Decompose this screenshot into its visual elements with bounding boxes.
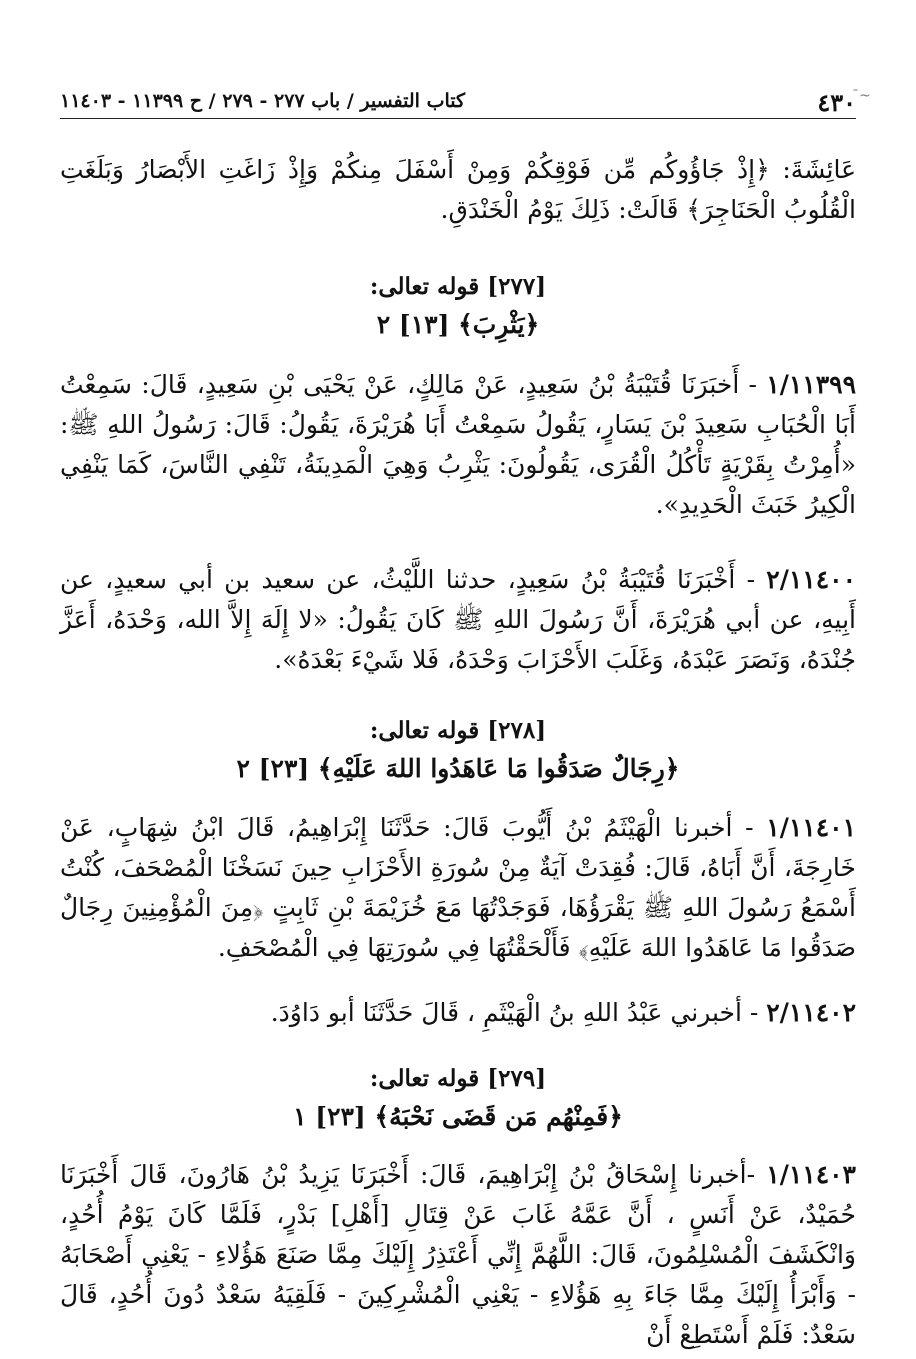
hadith-number: ١/١١٤٠١ [766, 813, 856, 842]
hadith-number: ٢/١١٤٠٢ [766, 998, 856, 1027]
hadith-text: -أخبرنا إِسْحَاقُ بْنُ إِبْرَاهِيمَ، قَالَ: أَخْبَرَنَا يَزِيدُ بْنُ هَارُونَ، قَالَ أَخْبَرَنَا حُمَيْدٌ، عَنْ أَنَسٍ ، أَنَّ عَمَّهُ غَابَ عَنْ قِتَالِ [أَهْلِ] بَدْرٍ، فَلَمَّا كَانَ يَوْمُ أُحُدٍ، وَانْكَشَفَ الْمُسْلِمُونَ، قَالَ: اللَّهُمَّ إِنِّي أَعْتَذِرُ إِلَيْكَ مِمَّا صَنَعَ هَؤُلاءِ - يَعْنِي أَصْحَابَهُ - وَأَبْرَأُ إِلَيْكَ مِمَّا جَاءَ بِهِ هَؤُلاءِ - يَعْنِي الْمُشْرِكِينَ - فَلَقِيَهُ سَعْدٌ دُونَ أُحُدٍ، قَالَ سَعْدٌ: فَلَمْ أَسْتَطِعْ أَنْ [60, 1160, 856, 1349]
hadith-text: - أخبرنا الْهَيْثَمُ بْنُ أَيُّوبَ قَالَ: حَدَّثَنَا إِبْرَاهِيمُ، قَالَ ابْنُ شِهَابٍ، عَنْ خَارِجَةَ، أَنَّ أَبَاهُ، قَالَ: فُقِدَتْ آيَةٌ مِنْ سُورَةِ الأَحْزَابِ حِينَ نَسَخْنَا الْمُصْحَفَ، كُنْتُ أَسْمَعُ رَسُولَ اللهِ ﷺ يَقْرَؤُهَا، فَوَجَدْتُهَا مَعَ خُزَيْمَةَ بْنِ ثَابِتٍ ﴿مِنَ الْمُؤْمِنِينَ رِجَالٌ صَدَقُوا مَا عَاهَدُوا اللهَ عَلَيْهِ﴾ فَأَلْحَقْتُهَا فِي سُورَتِهَا فِي الْمُصْحَفِ. [60, 813, 856, 962]
hadith-number: ١/١١٣٩٩ [766, 370, 856, 399]
corner-mark: ~ˉ [852, 88, 871, 104]
page-header [60, 88, 856, 119]
section-heading-279 [60, 1060, 856, 1136]
hadith-11402 [60, 993, 856, 1033]
hadith-number: ٢/١١٤٠٠ [766, 565, 856, 594]
intro-text: عَائِشَةَ: ﴿إِذْ جَاؤُوكُم مِّن فَوْقِكُمْ وَمِنْ أَسْفَلَ مِنكُمْ وَإِذْ زَاغَتِ الأَبْصَارُ وَبَلَغَتِ الْقُلُوبُ الْحَنَاجِرَ﴾ قَالَتْ: ذَلِكَ يَوْمُ الْخَنْدَقِ. [60, 155, 856, 224]
section-title: [٢٧٧] قوله تعالى: [369, 273, 547, 300]
running-title: كتاب التفسير / باب ٢٧٧ - ٢٧٩ / ح ١١٣٩٩ - ١١٤٠٣ [60, 90, 466, 112]
section-verse: ﴿فَمِنْهُم مَن قَضَى نَحْبَهُ﴾ [٢٣] ١ [293, 1102, 623, 1131]
intro-paragraph [60, 150, 856, 230]
section-heading-277 [60, 268, 856, 344]
hadith-number: ١/١١٤٠٣ [766, 1160, 856, 1189]
section-verse: ﴿رِجَالٌ صَدَقُوا مَا عَاهَدُوا اللهَ عَلَيْهِ﴾ [٢٣] ٢ [236, 754, 680, 783]
page-number: ٤٣٠ [817, 88, 856, 117]
hadith-11399 [60, 365, 856, 525]
hadith-text: - أخبرني عَبْدُ اللهِ بنُ الْهَيْثَمِ ، قَالَ حَدَّثَنَا أبو دَاوُدَ. [270, 998, 759, 1027]
section-title: [٢٧٩] قوله تعالى: [369, 1065, 547, 1092]
section-title: [٢٧٨] قوله تعالى: [369, 717, 547, 744]
hadith-11400 [60, 560, 856, 680]
hadith-text: - أَخْبَرَنَا قُتَيْبَةُ بْنُ سَعِيدٍ، حدثنا اللَّيْثُ، عن سعيد بن أبي سعيدٍ، عن أَبِيهِ، عن أبي هُرَيْرَةَ، أَنَّ رَسُولَ اللهِ ﷺ كَانَ يَقُولُ: «لا إِلَهَ إِلاَّ الله، وَحْدَهُ، أَعَزَّ جُنْدَهُ، وَنَصَرَ عَبْدَهُ، وَغَلَبَ الأَحْزَابَ وَحْدَهُ، فَلا شَيْءَ بَعْدَهُ». [60, 565, 857, 674]
hadith-11403 [60, 1155, 856, 1355]
hadith-text: - أَخبَرَنَا قُتَيْبَةُ بْنُ سَعِيدٍ، عَنْ مَالِكٍ، عَنْ يَحْيَى بْنِ سَعِيدٍ، قَالَ: سَمِعْتُ أَبَا الْحُبَابِ سَعِيدَ بْنَ يَسَارٍ، يَقُولُ سَمِعْتُ أَبَا هُرَيْرَةَ، يَقُولُ: قَالَ: رَسُولُ اللهِ ﷺ: «أُمِرْتُ بِقَرْيَةٍ تَأْكُلُ الْقُرَى، يَقُولُونَ: يَثْرِبُ وَهِيَ الْمَدِينَةُ، تَنْفِي النَّاسَ، كَمَا يَنْفِي الْكِيرُ خَبَثَ الْحَدِيدِ». [60, 370, 856, 519]
section-heading-278 [60, 712, 856, 788]
section-verse: ﴿يَثْرِبَ﴾ [١٣] ٢ [376, 310, 540, 339]
hadith-11401 [60, 808, 856, 968]
